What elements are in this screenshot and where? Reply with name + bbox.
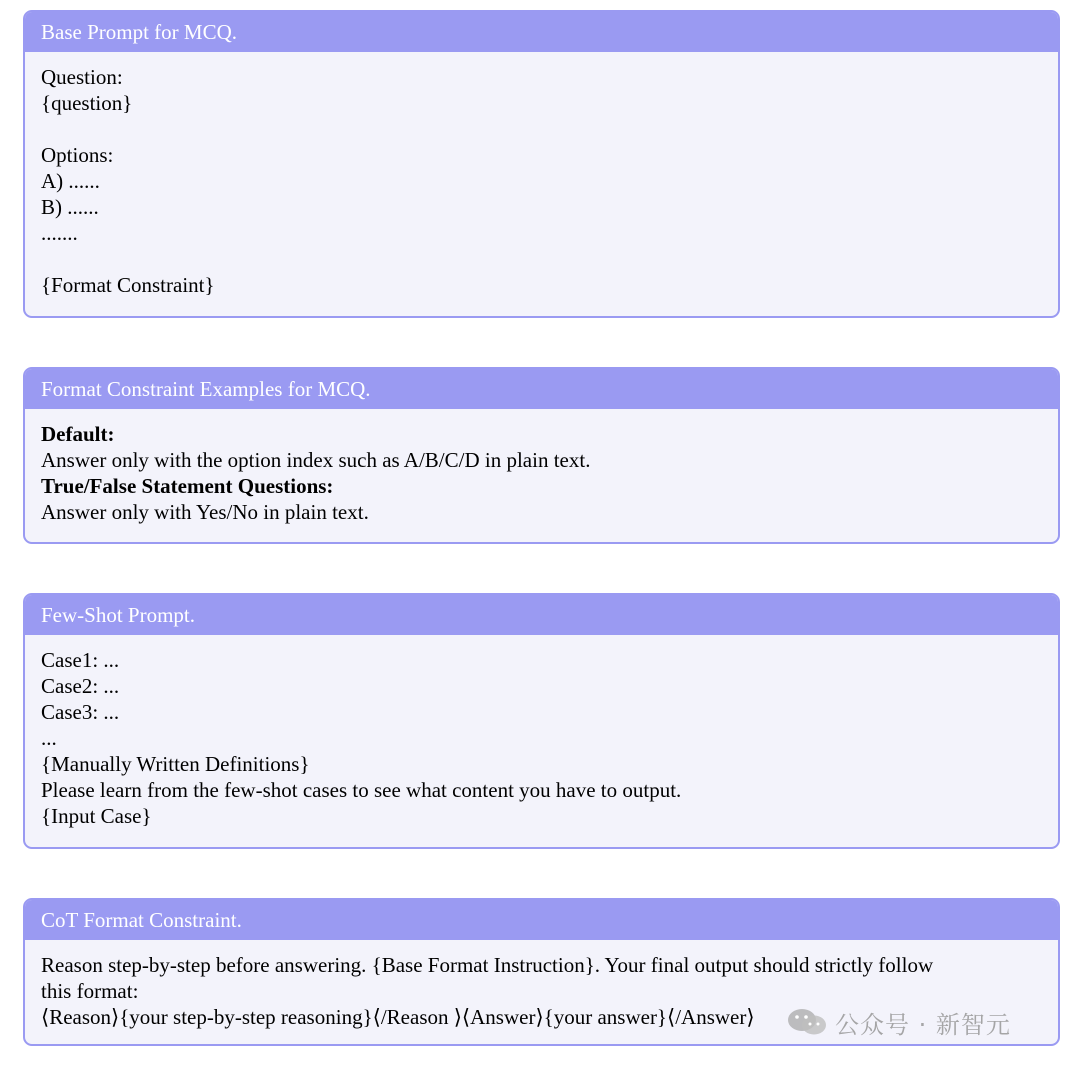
cot-line-2: this format: [41, 979, 139, 1003]
more-options: ....... [41, 221, 78, 245]
box-title: Format Constraint Examples for MCQ. [25, 369, 1058, 409]
format-constraint-placeholder: {Format Constraint} [41, 273, 215, 297]
base-prompt-box [23, 10, 1060, 318]
case1-line: Case1: ... [41, 648, 120, 672]
default-heading: Default: [41, 422, 115, 446]
wechat-icon [785, 1007, 829, 1037]
cot-line-1: Reason step-by-step before answering. {Base Format Instruction}. Your final output should strictly follow [41, 953, 934, 977]
box-body [25, 409, 1058, 525]
definitions-placeholder: {Manually Written Definitions} [41, 752, 310, 776]
ellipsis-line: ... [41, 726, 57, 750]
box-body [25, 635, 1058, 829]
default-text: Answer only with the option index such as A/B/C/D in plain text. [41, 448, 591, 472]
box-title: CoT Format Constraint. [25, 900, 1058, 940]
question-label: Question: [41, 65, 123, 89]
true-false-heading: True/False Statement Questions: [41, 474, 334, 498]
watermark [785, 1004, 1011, 1040]
watermark-text: 公众号 · 新智元 [835, 1010, 1011, 1039]
instruction-line: Please learn from the few-shot cases to see what content you have to output. [41, 778, 682, 802]
case2-line: Case2: ... [41, 674, 120, 698]
true-false-text: Answer only with Yes/No in plain text. [41, 500, 369, 524]
box-body [25, 52, 1058, 298]
few-shot-prompt-box [23, 593, 1060, 849]
box-title: Few-Shot Prompt. [25, 595, 1058, 635]
question-placeholder: {question} [41, 91, 133, 115]
option-a: A) ...... [41, 169, 100, 193]
input-case-placeholder: {Input Case} [41, 804, 152, 828]
case3-line: Case3: ... [41, 700, 120, 724]
format-constraint-examples-box [23, 367, 1060, 544]
options-label: Options: [41, 143, 114, 167]
cot-line-3: ⟨Reason⟩{your step-by-step reasoning}⟨/Reason ⟩⟨Answer⟩{your answer}⟨/Answer⟩ [41, 1005, 755, 1029]
option-b: B) ...... [41, 195, 99, 219]
box-title: Base Prompt for MCQ. [25, 12, 1058, 52]
